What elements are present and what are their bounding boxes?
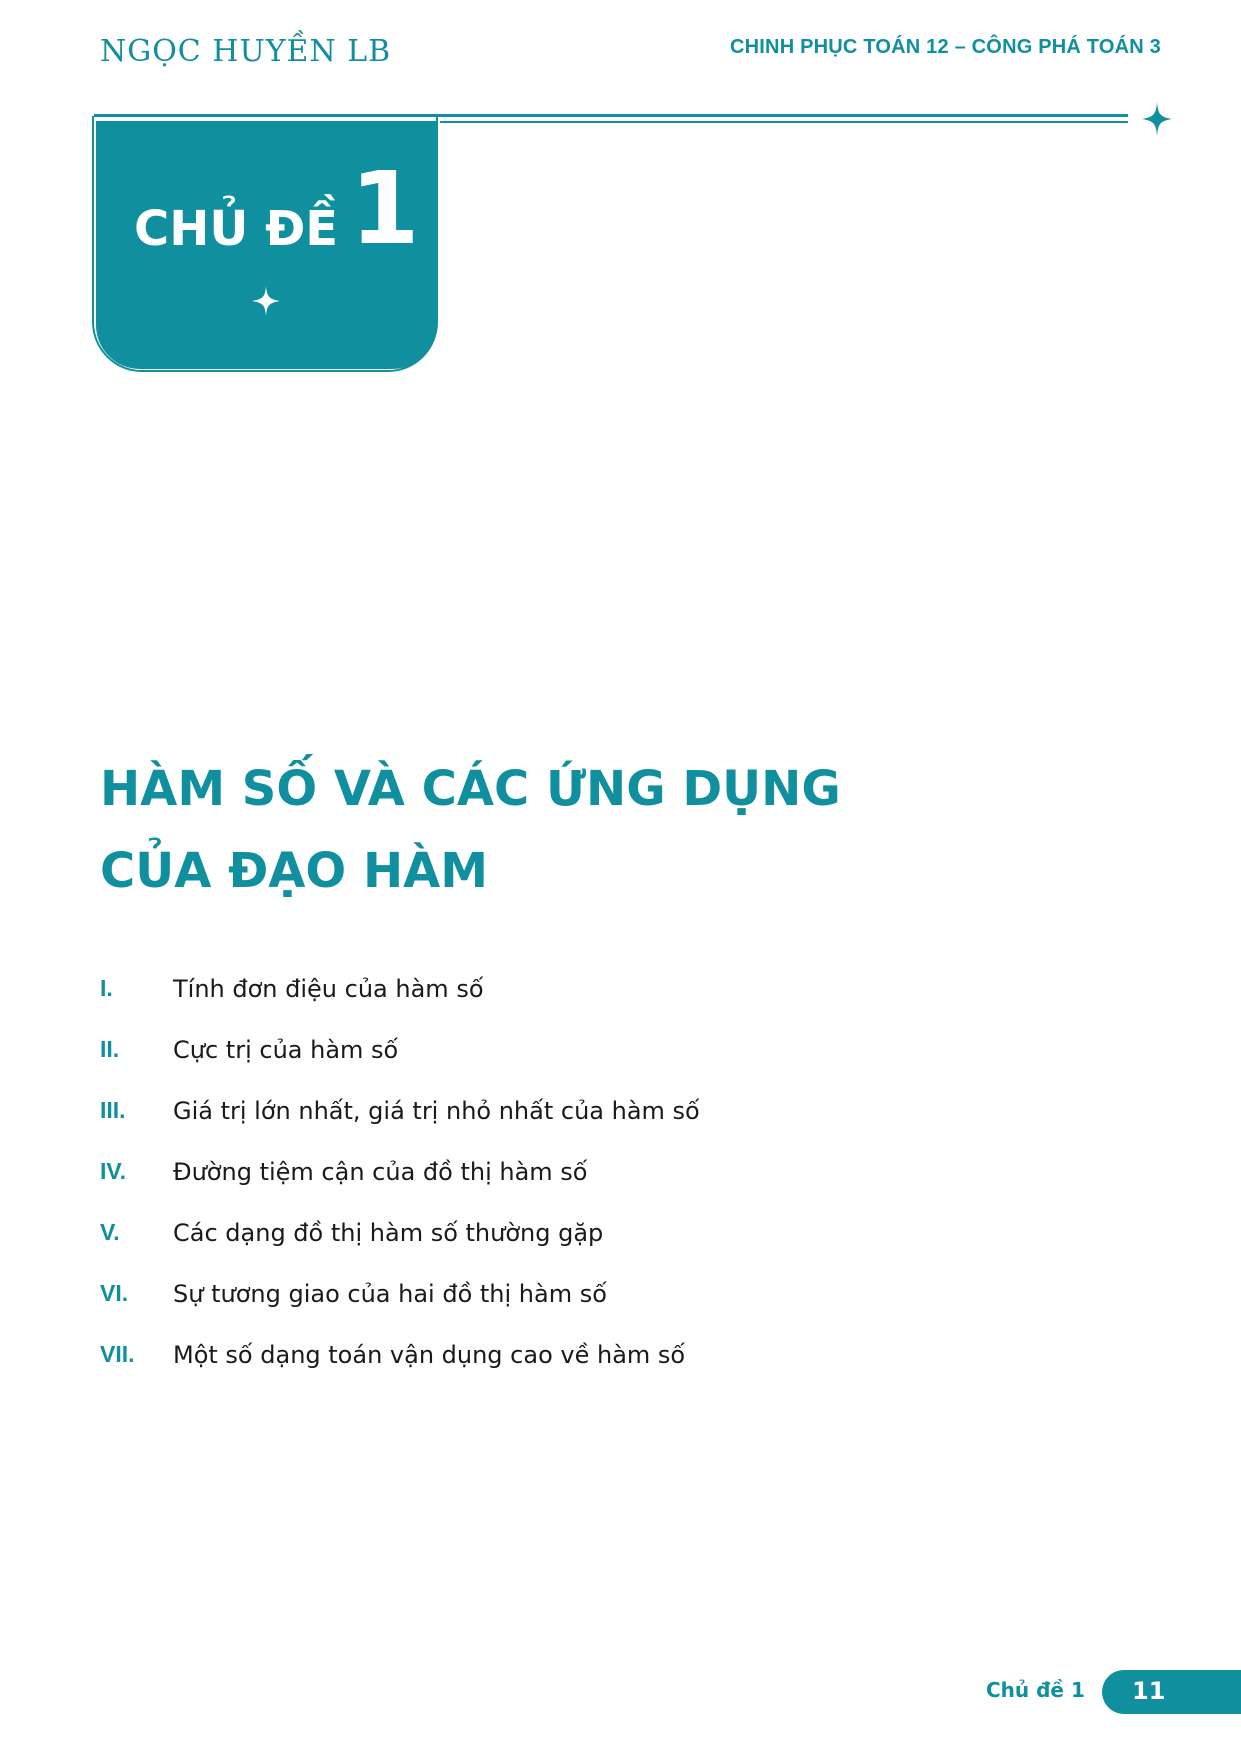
toc-number: I. — [100, 975, 113, 1001]
toc-text: Sự tương giao của hai đồ thị hàm số — [173, 1280, 607, 1308]
toc-number: III. — [100, 1097, 126, 1123]
page-number: 11 — [1132, 1677, 1166, 1705]
toc-text: Các dạng đồ thị hàm số thường gặp — [173, 1219, 604, 1247]
footer-chapter-label: Chủ đề 1 — [986, 1678, 1085, 1702]
page-number-badge — [1102, 1670, 1241, 1714]
sparkle-icon — [252, 286, 280, 316]
toc-item[interactable] — [100, 1219, 1100, 1280]
toc-text: Một số dạng toán vận dụng cao về hàm số — [173, 1341, 686, 1369]
main-title-line-2: CỦA ĐẠO HÀM — [100, 843, 489, 899]
header-rule-thin — [440, 121, 1128, 123]
chapter-label: CHỦ ĐỀ — [134, 201, 339, 257]
toc-item[interactable] — [100, 1036, 1100, 1097]
chapter-box — [96, 121, 436, 369]
main-title — [100, 748, 1100, 912]
toc-number: VII. — [100, 1341, 135, 1367]
toc-item[interactable] — [100, 1280, 1100, 1341]
toc-number: V. — [100, 1219, 120, 1245]
toc-number: II. — [100, 1036, 120, 1062]
toc-text: Đường tiệm cận của đồ thị hàm số — [173, 1158, 588, 1186]
main-title-line-1: HÀM SỐ VÀ CÁC ỨNG DỤNG — [100, 761, 841, 817]
toc-number: VI. — [100, 1280, 129, 1306]
toc-text: Giá trị lớn nhất, giá trị nhỏ nhất của hàm số — [173, 1097, 700, 1125]
toc-text: Cực trị của hàm số — [173, 1036, 399, 1064]
brand-logo: NGỌC HUYỀN LB — [100, 34, 392, 69]
toc-item[interactable] — [100, 1097, 1100, 1158]
toc-item[interactable] — [100, 975, 1100, 1036]
sparkle-icon — [1142, 102, 1172, 136]
toc-number: IV. — [100, 1158, 127, 1184]
chapter-number: 1 — [350, 150, 420, 267]
toc-item[interactable] — [100, 1341, 1100, 1402]
toc-item[interactable] — [100, 1158, 1100, 1219]
header-title: CHINH PHỤC TOÁN 12 – CÔNG PHÁ TOÁN 3 — [730, 36, 1161, 58]
table-of-contents — [100, 975, 1100, 1402]
toc-text: Tính đơn điệu của hàm số — [173, 975, 484, 1003]
